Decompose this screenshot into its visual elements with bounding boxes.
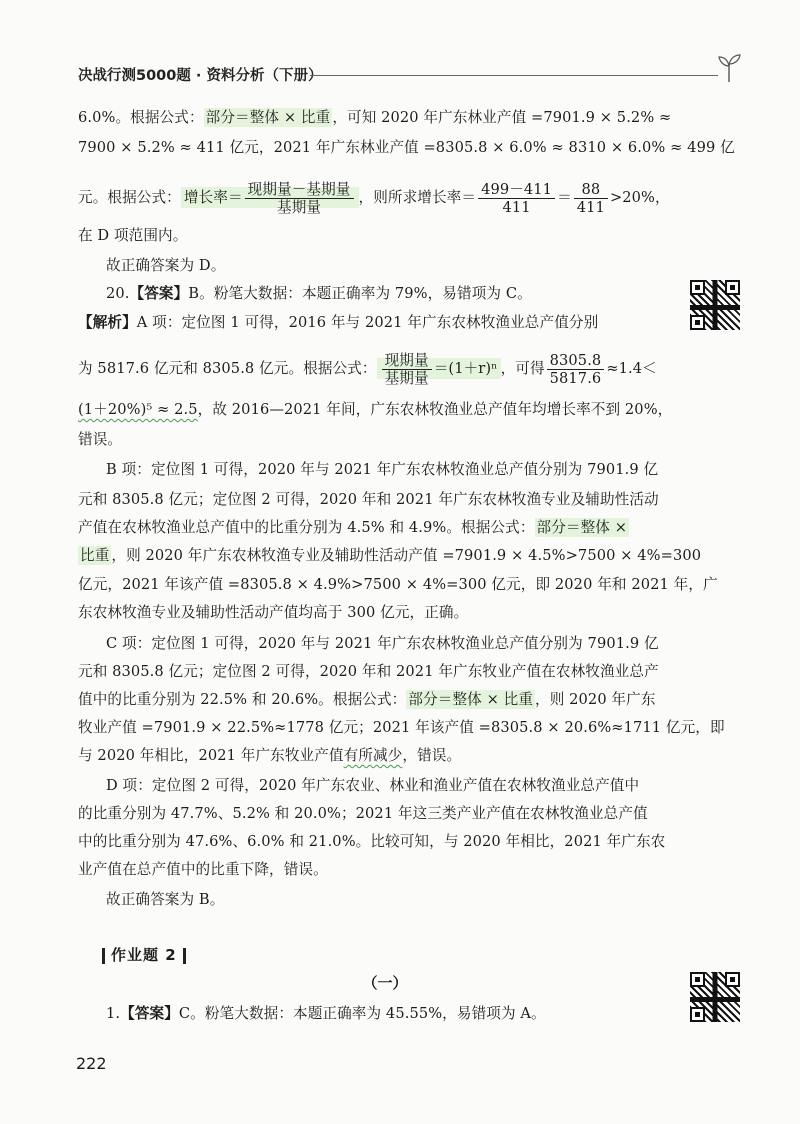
- text-line: 错误。: [78, 431, 123, 448]
- formula-highlight: 部分＝整体 ×: [536, 519, 628, 536]
- answer-conclusion: 故正确答案为 D。: [106, 257, 226, 274]
- growth-rate-line: 元。根据公式： 增长率＝ $\frac{\text{现期量－基期量}}{\text{基期量}}$ ，则所求增长率＝ $\frac{499-411}{411}$ ＝ $\frac{88}{411}$ >20%，: [78, 180, 670, 216]
- text-line: 业产值在总产值中的比重下降，错误。: [78, 861, 328, 878]
- fraction: $\frac{88}{411}$: [574, 181, 608, 216]
- book-title: 决战行测5000题 · 资料分析（下册）: [78, 68, 323, 84]
- answer-conclusion: 故正确答案为 B。: [106, 891, 225, 908]
- text-line: 7900 × 5.2% ≈ 411 亿元，2021 年广东林业产值 =8305.8 × 6.0% ≈ 8310 × 6.0% ≈ 499 亿: [78, 139, 735, 156]
- text-line: 东农林牧渔专业及辅助性活动产值均高于 300 亿元，正确。: [78, 604, 469, 621]
- formula-highlight: 部分＝整体 × 比重: [205, 109, 331, 126]
- text-line: B 项：定位图 1 可得，2020 年与 2021 年广东农林牧渔业总产值分别为 7901.9 亿: [106, 461, 659, 478]
- text-line: 6.0%。根据公式： 部分＝整体 × 比重 ，可知 2020 年广东林业产值 =7901.9 × 5.2% ≈: [78, 109, 672, 126]
- text-line: 中的比重分别为 47.6%、6.0% 和 21.0%。比较可知，与 2020 年相比，2021 年广东农: [78, 833, 666, 850]
- section-heading: 作业题 2: [102, 944, 192, 965]
- running-header: [76, 52, 736, 92]
- fraction: $\frac{8305.8}{5817.6}$: [547, 352, 605, 387]
- sprout-icon: [716, 52, 742, 84]
- text-line: D 项：定位图 2 可得，2020 年广东农业、林业和渔业产值在农林牧渔业总产值中: [106, 777, 640, 794]
- formula-highlight: 比重: [80, 547, 110, 564]
- text-line: 与 2020 年相比，2021 年广东牧业产值有所减少，错误。: [78, 747, 462, 764]
- growth-rate-formula: 增长率＝ $\frac{\text{现期量－基期量}}{\text{基期量}}$: [181, 187, 359, 208]
- text-line: 【解析】A 项：定位图 1 可得，2016 年与 2021 年广东农林牧渔业总产值分别: [78, 314, 599, 331]
- text-line: 值中的比重分别为 22.5% 和 20.6%。根据公式： 部分＝整体 × 比重 ，则 2020 年广东: [78, 691, 656, 708]
- text-line: 牧业产值 =7901.9 × 22.5%≈1778 亿元；2021 年该产值 =8305.8 × 20.6%≈1711 亿元，即: [78, 719, 725, 736]
- text-line: C 项：定位图 1 可得，2020 年与 2021 年广东农林牧渔业总产值分别为 7901.9 亿: [106, 635, 659, 652]
- text-line: 产值在农林牧渔业总产值中的比重分别为 4.5% 和 4.9%。根据公式： 部分＝整体 ×: [78, 519, 628, 536]
- formula-highlight: 部分＝整体 × 比重: [408, 691, 534, 708]
- question-answer: 20.【答案】B。粉笔大数据：本题正确率为 79%，易错项为 C。: [106, 285, 532, 302]
- text-line: 元和 8305.8 亿元；定位图 2 可得，2020 年和 2021 年广东牧业产值在农林牧渔业总产: [78, 663, 659, 680]
- text-line: 比重 ，则 2020 年广东农林牧渔专业及辅助性活动产值 =7901.9 × 4.5%>7500 × 4%=300: [80, 547, 702, 564]
- page-number: 222: [76, 1054, 107, 1073]
- question-answer: 1.【答案】C。粉笔大数据：本题正确率为 45.55%，易错项为 A。: [106, 1005, 546, 1022]
- wavy-underline: (1＋20%)⁵ ≈ 2.5: [78, 401, 198, 418]
- text-line: 元和 8305.8 亿元；定位图 2 可得，2020 年和 2021 年广东农林牧渔专业及辅助性活动: [78, 491, 659, 508]
- text-line: 为 5817.6 亿元和 8305.8 亿元。根据公式： $\frac{\text{现期量}}{\text{基期量}}$ ＝(1＋r)ⁿ ，可得 $\frac{8305.8}{5817.6}$ ≈1.4＜: [78, 351, 657, 387]
- fraction: $\frac{499-411}{411}$: [478, 181, 555, 216]
- text-line: 在 D 项范围内。: [78, 227, 188, 244]
- text-line: (1＋20%)⁵ ≈ 2.5，故 2016—2021 年间，广东农林牧渔业总产值年均增长率不到 20%，: [78, 401, 673, 418]
- text-line: 亿元，2021 年该产值 =8305.8 × 4.9%>7500 × 4%=300 亿元，即 2020 年和 2021 年，广: [78, 576, 718, 593]
- subheading: （一）: [362, 974, 408, 992]
- text-line: 的比重分别为 47.7%、5.2% 和 20.0%；2021 年这三类产业产值在农林牧渔业总产值: [78, 805, 648, 822]
- header-rule: [310, 75, 718, 76]
- formula-highlight: $\frac{\text{现期量}}{\text{基期量}}$ ＝(1＋r)ⁿ: [377, 358, 501, 379]
- wavy-underline: 有所减少: [343, 747, 403, 764]
